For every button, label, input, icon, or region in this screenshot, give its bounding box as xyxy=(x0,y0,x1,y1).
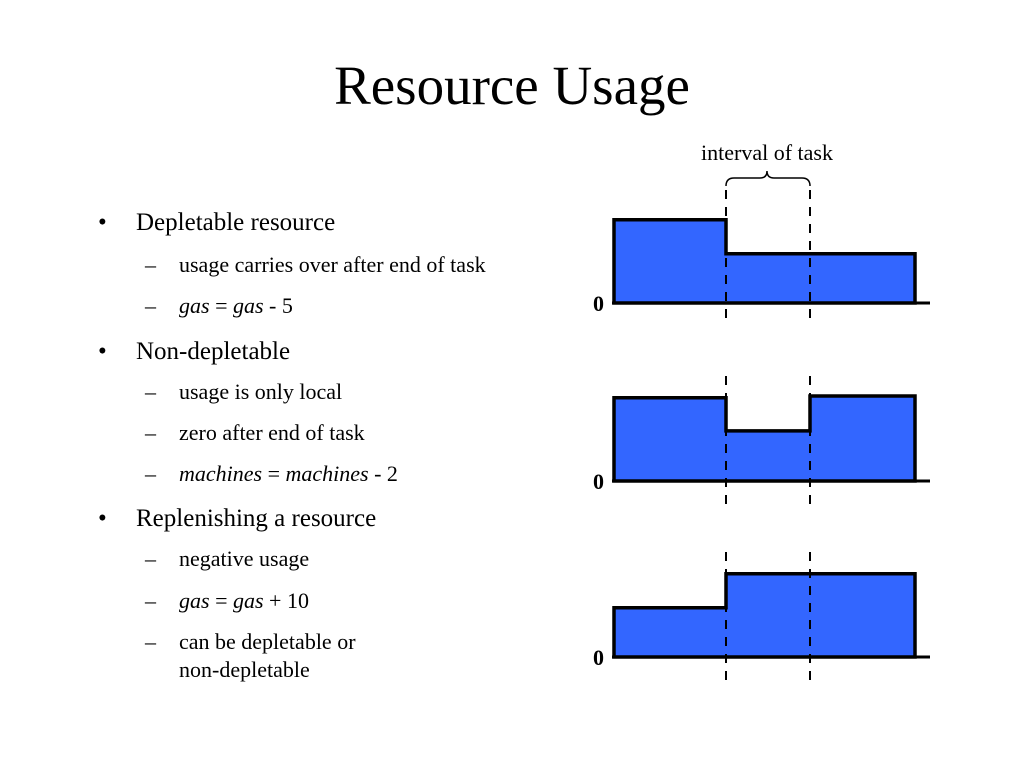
sub-bullet-text: zero after end of task xyxy=(179,420,365,445)
formula-rest: + 10 xyxy=(269,588,309,613)
interval-label: interval of task xyxy=(701,140,833,165)
sub-bullet-text: usage is only local xyxy=(179,379,343,404)
formula-var: gas xyxy=(179,588,210,613)
formula-var: gas xyxy=(179,293,210,318)
formula-var: gas xyxy=(232,293,264,318)
panel-non-depletable xyxy=(593,376,930,505)
sub-bullet-text: usage carries over after end of task xyxy=(179,252,486,277)
sub-bullet-dash: – xyxy=(145,379,156,404)
formula-var: gas xyxy=(232,588,264,613)
formula-op: = xyxy=(267,461,281,486)
usage-area xyxy=(614,396,915,481)
bullet-dot: • xyxy=(98,505,107,532)
bullet-text: Replenishing a resource xyxy=(136,505,377,532)
sub-bullet-dash: – xyxy=(145,420,156,445)
sub-bullet-dash: – xyxy=(145,546,156,571)
zero-label: 0 xyxy=(593,469,604,494)
sub-bullet-continuation: non-depletable xyxy=(179,657,310,682)
usage-area xyxy=(614,220,915,303)
bullet-dot: • xyxy=(98,338,107,365)
interval-brace xyxy=(726,171,810,186)
panel-replenishing xyxy=(593,552,930,684)
slide-title: Resource Usage xyxy=(334,55,690,116)
zero-label: 0 xyxy=(593,291,604,316)
formula-op: = xyxy=(215,293,228,318)
bullet-dot: • xyxy=(98,209,107,236)
bullet-text: Non-depletable xyxy=(136,338,291,365)
formula-var: machines xyxy=(179,461,263,486)
sub-bullet-dash: – xyxy=(145,588,156,613)
bullet-text: Depletable resource xyxy=(136,209,336,236)
formula-rest: - 2 xyxy=(374,461,398,486)
sub-bullet-dash: – xyxy=(145,629,156,654)
formula-var: machines xyxy=(285,461,369,486)
sub-bullet-dash: – xyxy=(145,293,156,318)
sub-bullet-text: negative usage xyxy=(179,546,310,571)
panel-depletable xyxy=(593,190,930,326)
sub-bullet-text: can be depletable or xyxy=(179,629,356,654)
usage-area xyxy=(614,574,915,657)
zero-label: 0 xyxy=(593,645,604,670)
sub-bullet-dash: – xyxy=(145,461,156,486)
formula-op: = xyxy=(215,588,228,613)
formula-rest: - 5 xyxy=(269,293,293,318)
sub-bullet-dash: – xyxy=(145,252,156,277)
